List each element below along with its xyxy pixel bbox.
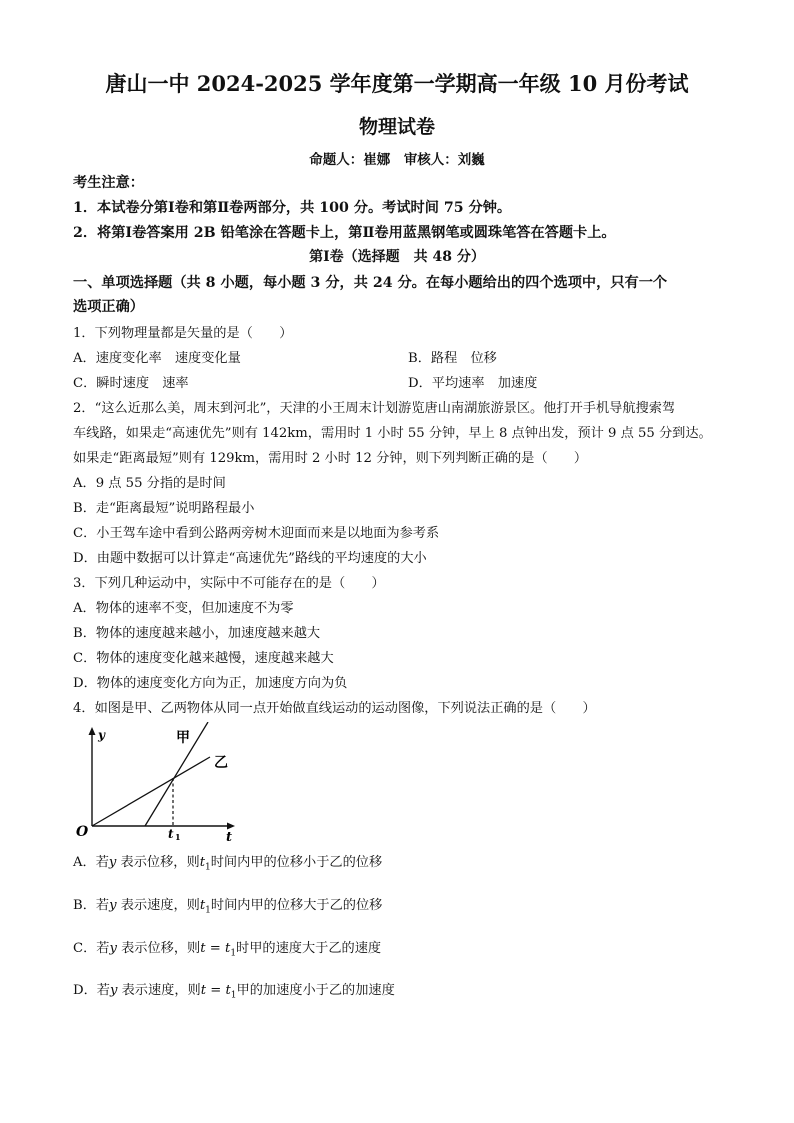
- q3-option-b: B．物体的速度越来越小，加速度越来越大: [73, 626, 321, 641]
- exam-title: 唐山一中 2024-2025 学年度第一学期高一年级 10 月份考试: [105, 71, 689, 96]
- q4-c-t: t: [200, 941, 206, 956]
- q2-option-b: B．走“距离最短”说明路程最小: [73, 501, 255, 516]
- notice-heading: 考生注意：: [73, 175, 144, 191]
- q4-a-mid: 表示位移，则: [116, 855, 200, 870]
- graph-x-label: t: [226, 830, 233, 842]
- q1-option-a: A．速度变化率 速度变化量: [73, 351, 241, 366]
- q4-b-prefix: B．若: [73, 898, 110, 913]
- q3-option-d: D．物体的速度变化方向为正，加速度方向为负: [73, 676, 348, 691]
- notice-item-2: 2．将第Ⅰ卷答案用 2B 铅笔涂在答题卡上，第Ⅱ卷用蓝黑钢笔或圆珠笔答在答题卡上。: [73, 225, 616, 241]
- q4-d-t2: t: [225, 983, 231, 998]
- q4-d-post: 甲的加速度小于乙的加速度: [236, 983, 395, 998]
- q4-stem: 4．如图是甲、乙两物体从同一点开始做直线运动的运动图像，下列说法正确的是（ ）: [73, 701, 596, 716]
- q4-option-c: [73, 937, 381, 959]
- graph-t1-label: t: [168, 827, 174, 841]
- q4-d-prefix: D．若: [73, 983, 110, 998]
- notice-item-1: 1．本试卷分第Ⅰ卷和第Ⅱ卷两部分，共 100 分。考试时间 75 分钟。: [73, 200, 512, 216]
- section-title: 第Ⅰ卷（选择题 共 48 分）: [309, 249, 485, 265]
- q4-a-t: t: [199, 855, 205, 870]
- q4-c-post: 时甲的速度大于乙的速度: [236, 941, 382, 956]
- graph-x-arrow: [227, 823, 235, 830]
- q1-stem: 1．下列物理量都是矢量的是（ ）: [73, 326, 293, 341]
- q2-option-a: A．9 点 55 分指的是时间: [73, 476, 226, 491]
- q2-stem-line1: 2．“这么近那么美，周末到河北”，天津的小王周末计划游览唐山南湖旅游景区。他打开手机导航搜索驾: [73, 401, 676, 416]
- q4-b-post: 时间内甲的位移大于乙的位移: [210, 898, 383, 913]
- q4-d-t: t: [200, 983, 207, 998]
- q1-option-d: D．平均速率 加速度: [408, 376, 538, 391]
- q4-c-sub: 1: [230, 948, 237, 959]
- graph-y-arrow: [89, 727, 96, 735]
- q4-d-eq: =: [206, 983, 226, 998]
- q2-stem-line2: 车线路，如果走“高速优先”则有 142km，需用时 1 小时 55 分钟，早上 8 点钟出发，预计 9 点 55 分到达。: [73, 426, 712, 441]
- q4-d-mid: 表示速度，则: [117, 983, 201, 998]
- graph-origin-label: O: [76, 824, 89, 840]
- graph-t1-subscript: 1: [175, 832, 181, 842]
- exam-subject: 物理试卷: [358, 116, 435, 138]
- q4-a-post: 时间内甲的位移小于乙的位移: [210, 855, 383, 870]
- q4-a-prefix: A．若: [73, 855, 109, 870]
- q4-a-sub: 1: [205, 862, 211, 873]
- q4-c-var: y: [109, 941, 117, 956]
- q3-stem: 3．下列几种运动中，实际中不可能存在的是（ ）: [73, 576, 385, 591]
- q2-option-c: C．小王驾车途中看到公路两旁树木迎面而来是以地面为参考系: [73, 526, 440, 541]
- q4-b-t: t: [199, 898, 206, 913]
- graph-label-yi: 乙: [214, 755, 228, 771]
- q4-d-var: y: [109, 983, 118, 998]
- q4-option-a: [73, 851, 382, 873]
- q1-option-c: C．瞬时速度 速率: [73, 376, 189, 391]
- q4-c-prefix: C．若: [73, 941, 110, 956]
- q1-option-b: B．路程 位移: [408, 351, 497, 366]
- q2-option-d: D．由题中数据可以计算走“高速优先”路线的平均速度的大小: [73, 551, 427, 566]
- q4-b-sub: 1: [205, 905, 211, 916]
- graph-label-jia: 甲: [176, 730, 190, 746]
- exam-authors: 命题人：崔娜 审核人：刘巍: [309, 152, 485, 168]
- q4-d-sub: 1: [230, 990, 237, 1001]
- part-heading-line1: 一、单项选择题（共 8 小题，每小题 3 分，共 24 分。在每小题给出的四个选项中，只有一个: [73, 275, 668, 291]
- q4-c-eq: =: [205, 941, 225, 956]
- q4-a-var: y: [108, 855, 117, 870]
- part-heading-line2: 选项正确）: [73, 299, 144, 315]
- q2-stem-line3: 如果走“距离最短”则有 129km，需用时 2 小时 12 分钟，则下列判断正确的是（ ）: [73, 451, 588, 466]
- q4-b-mid: 表示速度，则: [116, 898, 200, 913]
- q3-option-c: C．物体的速度变化越来越慢，速度越来越大: [73, 651, 334, 666]
- q4-c-mid: 表示位移，则: [116, 941, 201, 956]
- q4-motion-graph: [72, 722, 242, 842]
- q4-b-var: y: [109, 898, 117, 913]
- q4-option-d: [73, 979, 395, 1001]
- graph-y-label: y: [98, 728, 105, 742]
- q4-option-b: [73, 894, 382, 916]
- q3-option-a: A．物体的速率不变，但加速度不为零: [73, 601, 294, 616]
- q4-c-t2: t: [225, 941, 231, 956]
